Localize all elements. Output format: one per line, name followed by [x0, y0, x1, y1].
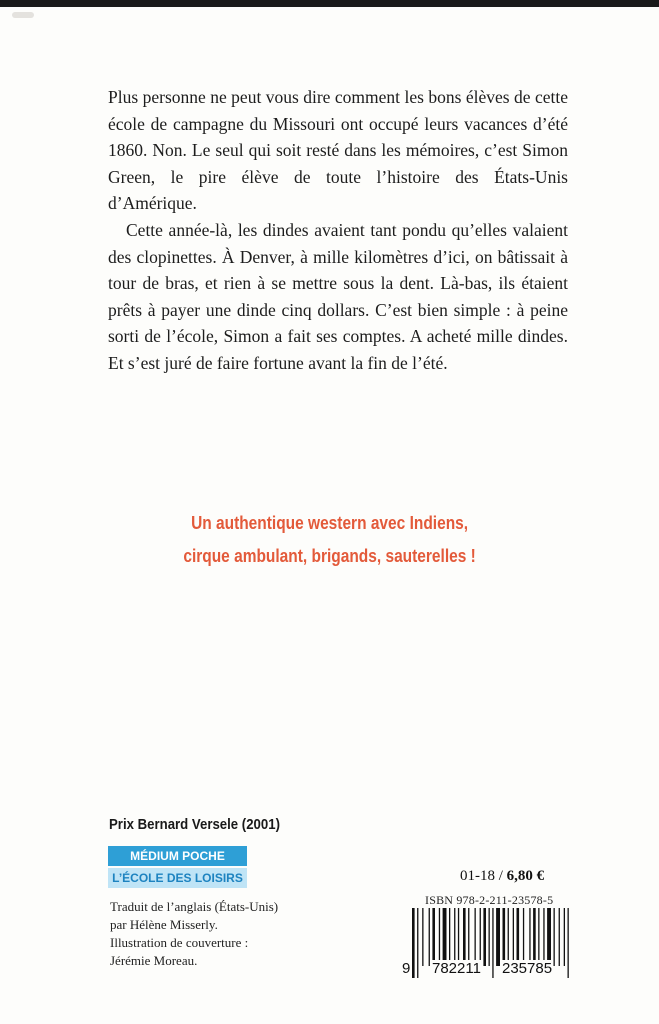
prize-label: Prix Bernard Versele (2001) — [109, 816, 280, 833]
tagline-line-1: Un authentique western avec Indiens, — [191, 513, 469, 533]
corner-mark — [12, 12, 34, 18]
barcode-digits-left: 782211 — [432, 960, 481, 977]
tagline-line-2: cirque ambulant, brigands, sauterelles ! — [183, 546, 476, 566]
barcode-digit-first: 9 — [402, 960, 411, 977]
back-cover-blurb — [108, 84, 568, 377]
credits-line-1: Traduit de l’anglais (États-Unis) — [110, 899, 279, 914]
credits-line-2: par Hélène Misserly. — [110, 917, 218, 932]
credits-line-4: Jérémie Moreau. — [110, 953, 198, 968]
blurb-paragraph-2: Cette année-là, les dindes avaient tant pondu qu’elles valaient des clopinettes. À Denver, à mille kilomètres d’ici, on bâtissait à tour de bras, et rien à se mettre sous la dent. Là-bas, ils étaient prêts à payer une dinde cinq dollars. C’est bien simple : à peine sorti de l’école, Simon a fait ses comptes. A acheté mille dindes. Et s’est juré de faire fortune avant la fin de l’été. — [108, 219, 568, 373]
barcode-digits-right: 235785 — [502, 960, 553, 977]
top-edge — [0, 0, 659, 7]
credits-line-3: Illustration de couverture : — [110, 935, 249, 950]
price-line — [460, 868, 544, 885]
publisher-badge: L’ÉCOLE DES LOISIRS — [108, 868, 247, 888]
isbn-text: ISBN 978-2-211-23578-5 — [425, 893, 554, 907]
series-badge: MÉDIUM POCHE — [108, 846, 247, 866]
price-amount: 6,80 € — [506, 868, 545, 884]
price-code: 01-18 / — [460, 868, 507, 884]
credits — [110, 898, 278, 970]
blurb-paragraph-1: Plus personne ne peut vous dire comment les bons élèves de cette école de campagne du Missouri ont occupé leurs vacances d’été 1860. Non. Le seul qui soit resté dans les mémoires, c’est Simon Green, le pire élève de toute l’histoire des États-Unis d’Amérique. — [108, 87, 568, 214]
